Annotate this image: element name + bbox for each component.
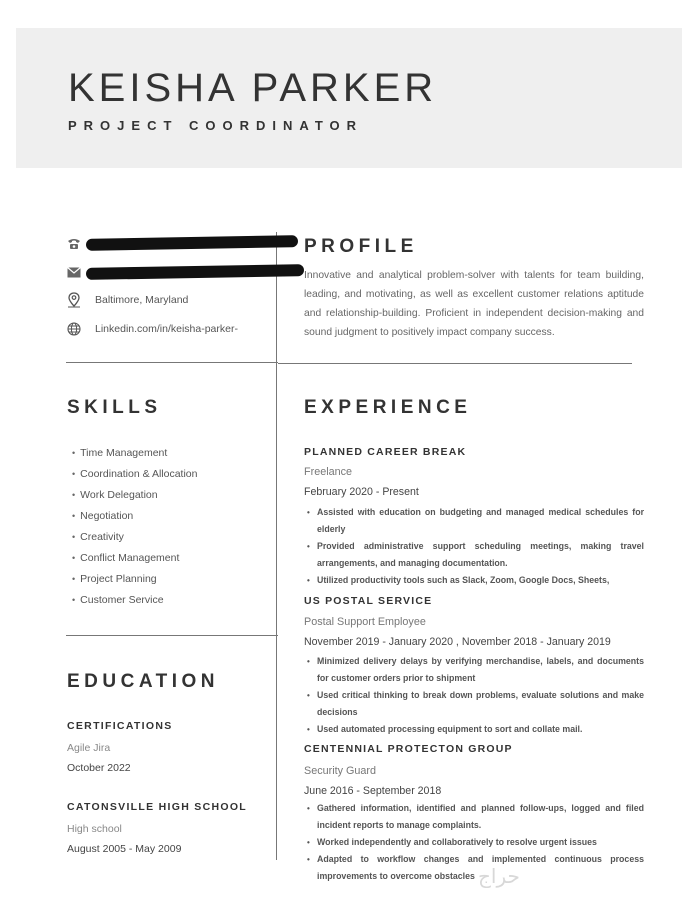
job-role: Postal Support Employee (304, 616, 426, 628)
resume-header (16, 28, 682, 168)
school-dates: August 2005 - May 2009 (67, 843, 182, 855)
certification-name: Agile Jira (67, 742, 111, 754)
job-bullet: • Adapted to workflow changes and implemented continuous process improvements to overcome obstacles (304, 851, 644, 885)
job-bullet: • Minimized delivery delays by verifying merchandise, labels, and documents for customer orders prior to shipment (304, 653, 644, 687)
location-row (66, 292, 188, 308)
job-bullet: • Provided administrative support scheduling meetings, making travel arrangements, and managing documentation. (304, 538, 644, 572)
globe-icon (66, 321, 82, 337)
skill-item: • Coordination & Allocation (72, 467, 197, 488)
location-pin-icon (66, 292, 82, 308)
redacted-email (86, 264, 304, 280)
skill-item: • Creativity (72, 530, 197, 551)
job-company: CENTENNIAL PROTECTON GROUP (304, 743, 513, 755)
skills-divider (66, 635, 278, 636)
profile-summary: Innovative and analytical problem-solver with talents for team building, leading, and motivating, as well as excellent customer relations aptitude and relationship-building. Proficient in independent decision-making and sound judgment to positively impact company success. (304, 270, 644, 338)
job-company: PLANNED CAREER BREAK (304, 446, 467, 458)
skill-item: • Project Planning (72, 572, 197, 593)
envelope-icon (66, 264, 82, 280)
candidate-title: PROJECT COORDINATOR (68, 118, 364, 133)
skill-item: • Work Delegation (72, 488, 197, 509)
education-heading: EDUCATION (67, 671, 220, 692)
job-bullets (304, 800, 644, 885)
linkedin-row (66, 321, 238, 337)
job-dates: June 2016 - September 2018 (304, 785, 442, 797)
candidate-name: KEISHA PARKER (68, 66, 438, 110)
job-dates: November 2019 - January 2020 , November 2018 - January 2019 (304, 636, 611, 648)
job-bullets (304, 504, 644, 589)
job-bullet: • Used critical thinking to break down problems, evaluate solutions and make decisions (304, 687, 644, 721)
job-dates: February 2020 - Present (304, 486, 419, 498)
skills-list (72, 446, 197, 614)
skill-item: • Customer Service (72, 593, 197, 614)
column-divider (276, 232, 277, 860)
skill-item: • Time Management (72, 446, 197, 467)
job-bullet: • Assisted with education on budgeting and managed medical schedules for elderly (304, 504, 644, 538)
watermark: حراج (478, 864, 520, 888)
certification-date: October 2022 (67, 762, 131, 774)
profile-divider (278, 363, 632, 364)
experience-heading: EXPERIENCE (304, 397, 472, 418)
certifications-heading: CERTIFICATIONS (67, 720, 173, 732)
job-bullet: • Gathered information, identified and planned follow-ups, logged and filed incident reports to manage complaints. (304, 800, 644, 834)
location-text: Baltimore, Maryland (95, 294, 189, 306)
skills-heading: SKILLS (67, 397, 162, 418)
job-bullet: • Worked independently and collaboratively to resolve urgent issues (304, 834, 644, 851)
redacted-phone (86, 235, 298, 251)
job-bullet: • Utilized productivity tools such as Slack, Zoom, Google Docs, Sheets, (304, 572, 644, 589)
phone-icon (66, 236, 82, 252)
contact-divider (66, 362, 278, 363)
job-bullet: • Used automated processing equipment to sort and collate mail. (304, 721, 644, 738)
job-bullets (304, 653, 644, 738)
school-heading: CATONSVILLE HIGH SCHOOL (67, 801, 248, 813)
job-role: Freelance (304, 466, 353, 478)
linkedin-link[interactable]: Linkedin.com/in/keisha-parker- (95, 323, 238, 335)
skill-item: • Negotiation (72, 509, 197, 530)
job-company: US POSTAL SERVICE (304, 595, 433, 607)
school-level: High school (67, 823, 122, 835)
profile-heading: PROFILE (304, 236, 418, 257)
skill-item: • Conflict Management (72, 551, 197, 572)
job-role: Security Guard (304, 765, 377, 777)
